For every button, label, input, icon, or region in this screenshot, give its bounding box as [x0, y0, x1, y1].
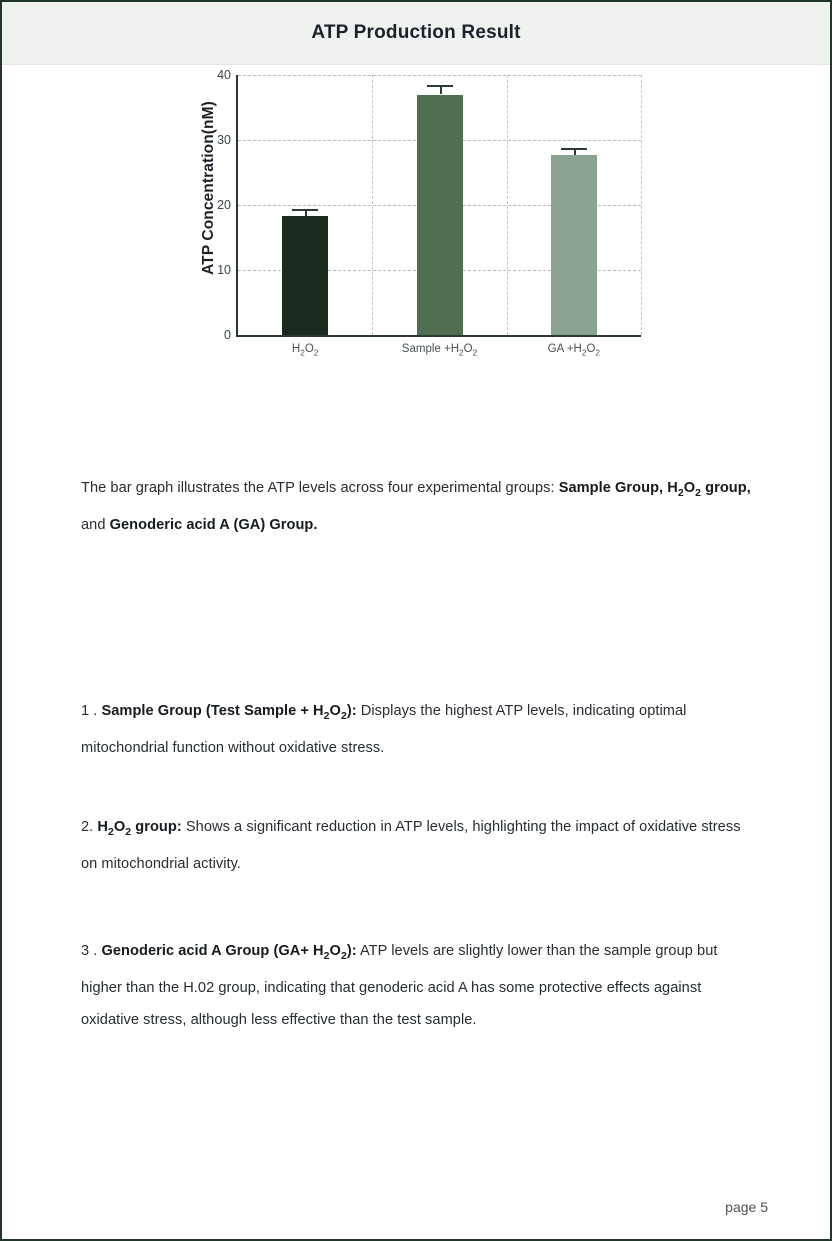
- y-axis-tick-label: 10: [217, 263, 231, 277]
- bar-group: [282, 75, 328, 335]
- item-1-sub2: 2: [340, 709, 347, 722]
- intro-paragraph: [81, 472, 753, 541]
- y-axis-tick-label: 0: [224, 328, 231, 342]
- bar: [551, 155, 597, 335]
- gridline-vertical: [372, 75, 373, 335]
- y-axis-tick-label: 30: [217, 133, 231, 147]
- item-2-number: 2.: [81, 818, 98, 835]
- item-2-bold-pre: H: [97, 818, 108, 835]
- item-2-text: Shows a significant reduction in ATP levels, highlighting the impact of oxidative stress on mitochondrial activity.: [81, 818, 741, 872]
- x-axis-tick-label: GA $+H_2O_2$: [547, 343, 601, 358]
- item-2-sub1: 2: [107, 825, 114, 838]
- chart-area: [162, 68, 662, 395]
- plot-area: [217, 68, 641, 358]
- item-1-sub1: 2: [323, 709, 330, 722]
- item-1-text: Displays the highest ATP levels, indicating optimal mitochondrial function without oxidative stress.: [81, 702, 687, 756]
- y-axis-title: ATP Concentration(nM): [200, 101, 217, 275]
- item-3-bold-mid: O: [329, 942, 341, 959]
- intro-bold-a: Sample Group, H: [558, 480, 678, 496]
- intro-bold-a-tail: group,: [701, 480, 751, 496]
- item-1-bold-post: ):: [346, 702, 357, 719]
- bar: [417, 95, 463, 336]
- item-1-number: 1 .: [81, 702, 102, 719]
- item-3-text: ATP levels are slightly lower than the sample group but higher than the H.02 group, indicating that genoderic acid A has some protective effects against oxidative stress, although less effective than the test sample.: [81, 942, 718, 1028]
- error-bar-cap: [427, 85, 453, 87]
- intro-bold-b: Genoderic acid A (GA) Group.: [109, 516, 318, 533]
- page-title: ATP Production Result: [311, 22, 521, 43]
- spacer-large: [81, 541, 770, 695]
- intro-bold-a-sub: 2: [677, 486, 684, 499]
- intro-mid: and: [81, 516, 110, 533]
- item-3-sub2: 2: [340, 949, 347, 962]
- bar: [282, 216, 328, 335]
- gridline-vertical: [507, 75, 508, 335]
- item-3-bold-post: ):: [346, 942, 357, 959]
- y-axis-tick-label: 20: [217, 198, 231, 212]
- spacer-medium-2: [81, 880, 770, 935]
- list-item-2: [81, 811, 757, 880]
- x-axis-tick-label: Sample $+H_2O_2$: [401, 343, 478, 358]
- x-axis-tick-label: $H_2O_2$: [291, 343, 319, 358]
- bar-group: [417, 75, 463, 335]
- item-1-bold-mid: O: [329, 702, 341, 719]
- list-item-3: [81, 935, 757, 1036]
- intro-bold-a-sub2: 2: [695, 486, 702, 499]
- page-header: [2, 2, 830, 65]
- item-3-sub1: 2: [323, 949, 330, 962]
- error-bar-cap: [292, 209, 318, 211]
- y-axis-tick-label: 40: [217, 68, 231, 82]
- item-2-bold-post: group:: [131, 818, 182, 835]
- intro-lead: The bar graph illustrates the ATP levels across four experimental groups:: [81, 480, 559, 496]
- item-3-number: 3 .: [81, 942, 102, 959]
- intro-bold-a-mid: O: [683, 480, 696, 496]
- error-bar-cap: [561, 148, 587, 150]
- spacer-medium-1: [81, 764, 770, 811]
- body-text: [81, 472, 770, 1036]
- list-item-1: [81, 695, 757, 764]
- bar-chart: [2, 65, 830, 435]
- item-1-bold-pre: Sample Group (Test Sample + H: [101, 702, 324, 719]
- item-2-sub2: 2: [125, 825, 132, 838]
- page-number: page 5: [725, 1199, 768, 1215]
- item-2-bold-mid: O: [113, 818, 126, 835]
- item-3-bold-pre: Genoderic acid A Group (GA+ H: [101, 942, 324, 959]
- bar-group: [551, 75, 597, 335]
- gridline-vertical: [641, 75, 642, 335]
